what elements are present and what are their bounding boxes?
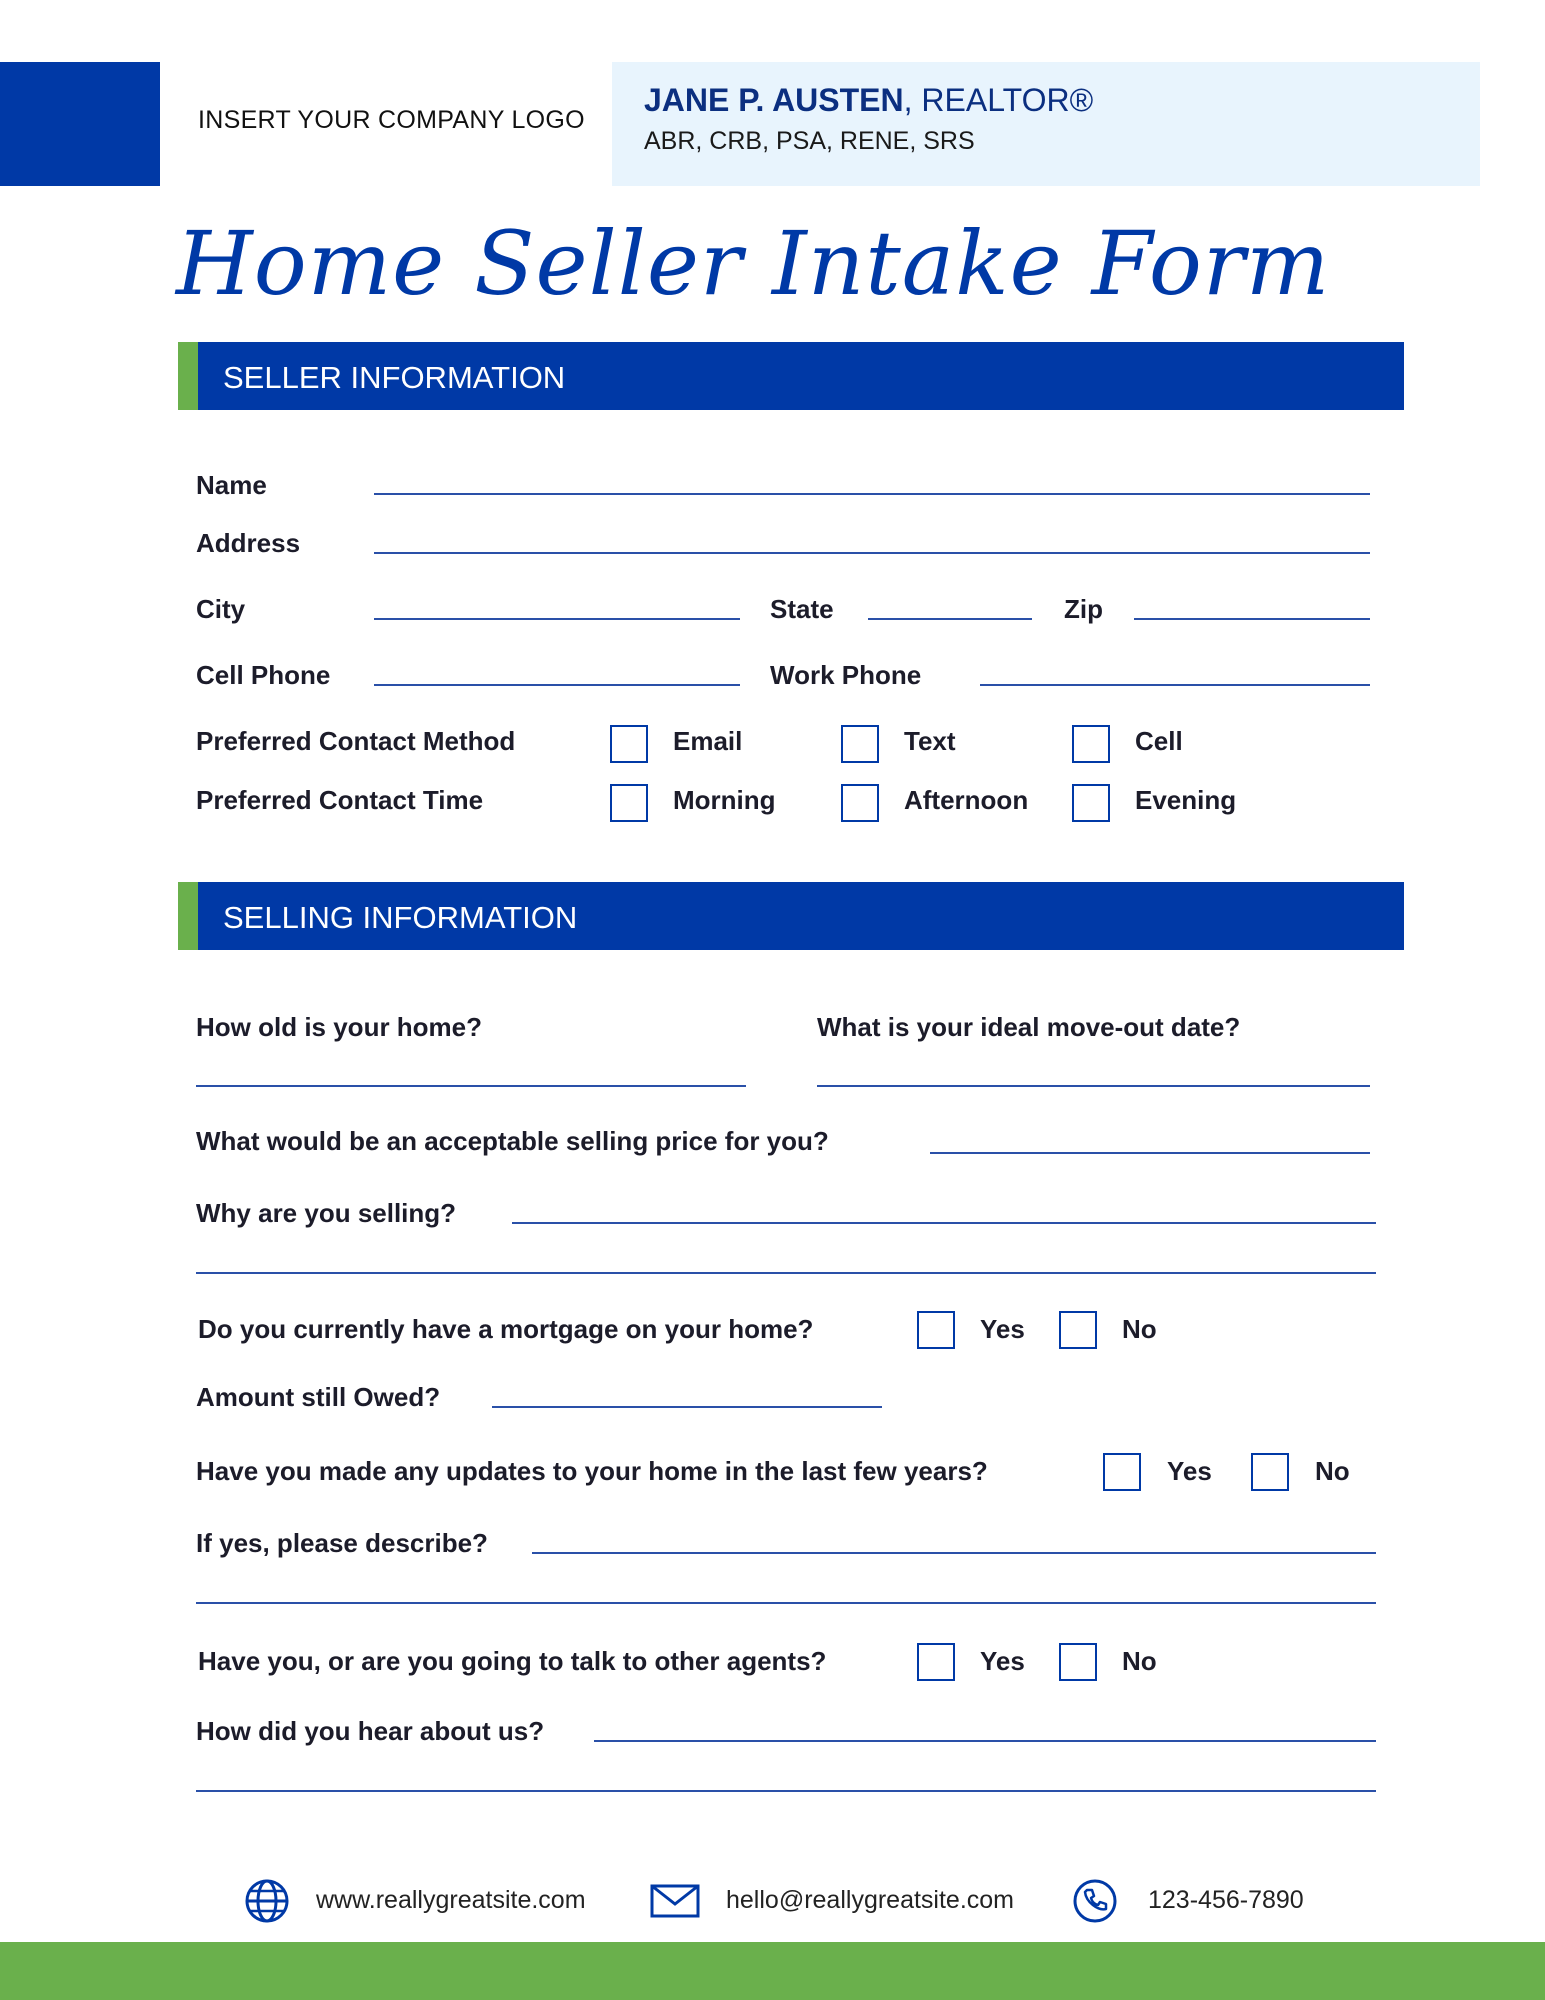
describe-question: If yes, please describe? [196,1528,488,1558]
afternoon-checkbox[interactable] [841,784,879,822]
text-checkbox[interactable] [841,725,879,763]
evening-checkbox[interactable] [1072,784,1110,822]
amount-owed-field[interactable] [492,1406,882,1408]
text-option-label: Text [904,726,956,756]
logo-placeholder: INSERT YOUR COMPANY LOGO [198,106,585,134]
seller-section-header [178,342,1404,410]
work-phone-field[interactable] [980,684,1370,686]
agents-yes-label: Yes [980,1646,1025,1676]
home-age-question: How old is your home? [196,1012,483,1042]
seller-section-heading: SELLER INFORMATION [223,360,566,395]
work-phone-label: Work Phone [770,660,922,690]
cell-phone-label: Cell Phone [196,660,331,690]
agents-yes-checkbox[interactable] [917,1643,955,1681]
selling-section-heading: SELLING INFORMATION [223,900,578,935]
mortgage-no-checkbox[interactable] [1059,1311,1097,1349]
updates-question: Have you made any updates to your home in the last few years? [196,1456,988,1486]
city-field[interactable] [374,618,740,620]
home-age-field[interactable] [196,1085,746,1087]
phone-icon [1072,1878,1118,1924]
section-accent [178,882,198,950]
contact-time-label: Preferred Contact Time [196,785,484,815]
logo-color-block [0,62,160,186]
mortgage-yes-checkbox[interactable] [917,1311,955,1349]
name-field[interactable] [374,493,1370,495]
price-field[interactable] [930,1152,1370,1154]
address-field[interactable] [374,552,1370,554]
cell-checkbox[interactable] [1072,725,1110,763]
agents-no-label: No [1122,1646,1157,1676]
mortgage-no-label: No [1122,1314,1157,1344]
section-accent [178,342,198,410]
afternoon-option-label: Afternoon [904,785,1029,815]
form-title: Home Seller Intake Form [176,212,1331,315]
city-label: City [196,594,246,624]
envelope-icon [650,1884,700,1918]
updates-no-checkbox[interactable] [1251,1453,1289,1491]
agent-name [644,82,1093,119]
name-label: Name [196,470,267,500]
agent-credentials: ABR, CRB, PSA, RENE, SRS [644,127,975,155]
price-question: What would be an acceptable selling price for you? [196,1126,829,1156]
address-label: Address [196,528,301,558]
why-selling-field-line2[interactable] [196,1272,1376,1274]
hear-about-field-line2[interactable] [196,1790,1376,1792]
contact-method-label: Preferred Contact Method [196,726,516,756]
morning-checkbox[interactable] [610,784,648,822]
phone-text[interactable]: 123-456-7890 [1148,1886,1304,1914]
agent-info-box [612,62,1480,186]
evening-option-label: Evening [1135,785,1237,815]
email-text[interactable]: hello@reallygreatsite.com [726,1886,1015,1914]
agent-name-bold: JANE P. AUSTEN [644,82,904,118]
agents-no-checkbox[interactable] [1059,1643,1097,1681]
updates-yes-checkbox[interactable] [1103,1453,1141,1491]
cell-phone-field[interactable] [374,684,740,686]
updates-yes-label: Yes [1167,1456,1212,1486]
why-selling-question: Why are you selling? [196,1198,457,1228]
agents-question: Have you, or are you going to talk to other agents? [198,1646,827,1676]
hear-about-question: How did you hear about us? [196,1716,545,1746]
email-checkbox[interactable] [610,725,648,763]
globe-icon [244,1878,290,1924]
describe-field[interactable] [532,1552,1376,1554]
agent-title: , REALTOR® [903,82,1094,118]
amount-owed-question: Amount still Owed? [196,1382,441,1412]
updates-no-label: No [1315,1456,1350,1486]
move-out-field[interactable] [817,1085,1370,1087]
hear-about-field[interactable] [594,1740,1376,1742]
describe-field-line2[interactable] [196,1602,1376,1604]
state-label: State [770,594,834,624]
selling-section-header [178,882,1404,950]
zip-label: Zip [1064,594,1103,624]
cell-option-label: Cell [1135,726,1183,756]
morning-option-label: Morning [673,785,776,815]
state-field[interactable] [868,618,1032,620]
zip-field[interactable] [1134,618,1370,620]
mortgage-yes-label: Yes [980,1314,1025,1344]
footer-green-bar [0,1942,1545,2000]
move-out-question: What is your ideal move-out date? [817,1012,1241,1042]
email-option-label: Email [673,726,743,756]
website-text[interactable]: www.reallygreatsite.com [316,1886,586,1914]
why-selling-field[interactable] [512,1222,1376,1224]
mortgage-question: Do you currently have a mortgage on your home? [198,1314,814,1344]
